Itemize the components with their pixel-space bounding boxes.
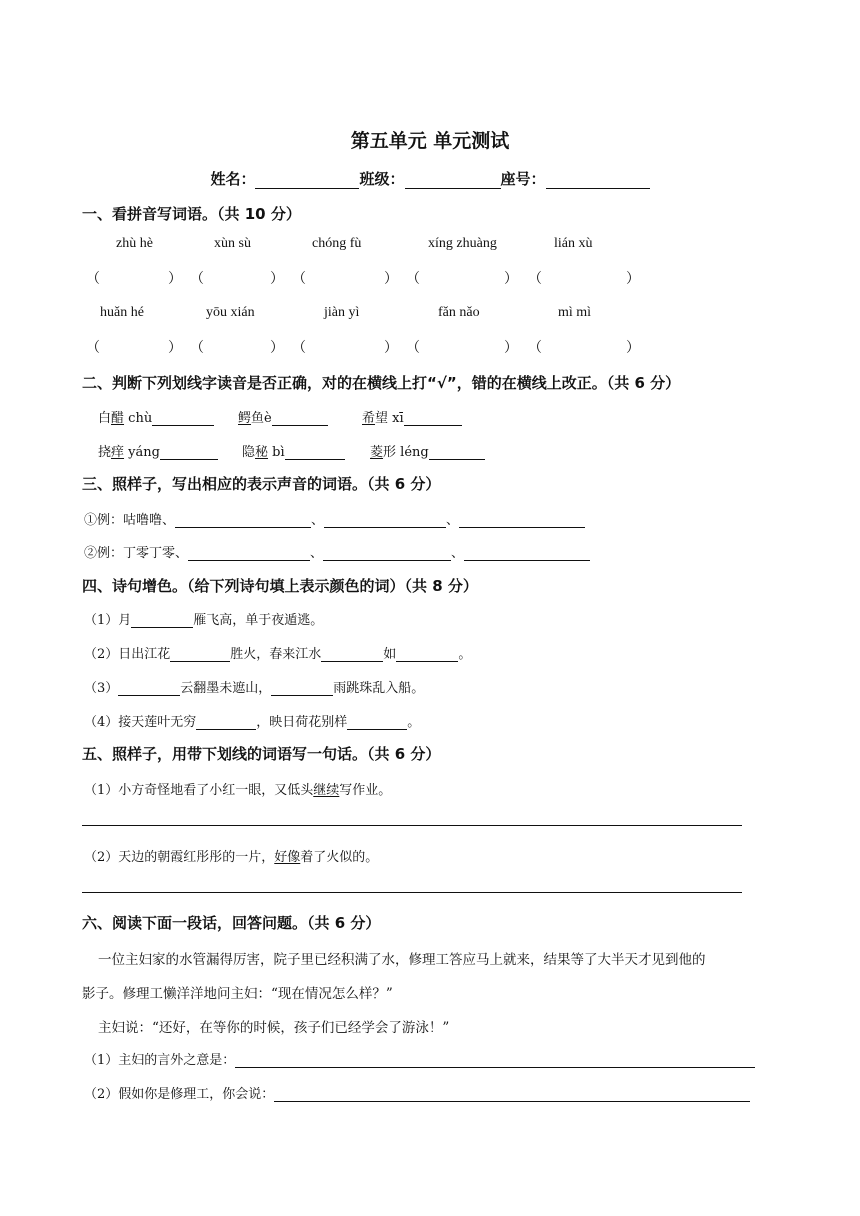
passage-text: 影子。修理工懒洋洋地问主妇：“现在情况怎么样？” xyxy=(82,986,393,1002)
student-info xyxy=(0,168,860,189)
answer-line[interactable] xyxy=(347,715,407,730)
answer-box-open: （ xyxy=(86,340,100,356)
section-1-heading: 一、看拼音写词语。（共 10 分） xyxy=(82,205,301,223)
pinyin: fǎn nǎo xyxy=(438,305,480,320)
answer-box-open: （ xyxy=(292,340,306,356)
name-field[interactable] xyxy=(255,173,359,189)
answer-box-close: ） xyxy=(168,271,182,287)
poem-line: （1）月 雁飞高，单于夜遁逃。 xyxy=(84,613,324,628)
section-2-heading: 二、判断下列划线字读音是否正确，对的在横线上打“√”，错的在横线上改正。（共 6 分） xyxy=(82,374,681,392)
answer-line[interactable] xyxy=(459,513,585,528)
answer-line[interactable] xyxy=(196,715,256,730)
answer-line[interactable] xyxy=(170,647,230,662)
seat-label: 座号： xyxy=(500,170,546,188)
answer-box-open: （ xyxy=(86,271,100,287)
pinyin: mì mì xyxy=(558,305,592,320)
answer-line[interactable] xyxy=(118,681,180,696)
answer-box-close: ） xyxy=(168,340,182,356)
pronunciation-item: 希望 xī xyxy=(362,407,462,426)
pronunciation-item: 白醋 chù xyxy=(98,407,214,426)
pronunciation-item: 鳄鱼è xyxy=(238,407,328,426)
pronunciation-item: 隐秘 bì xyxy=(242,441,345,460)
pinyin: xùn sù xyxy=(214,236,251,251)
answer-line[interactable] xyxy=(429,445,485,460)
page-title: 第五单元 单元测试 xyxy=(350,130,510,152)
name-label: 姓名： xyxy=(210,170,256,188)
answer-box-open: （ xyxy=(528,271,542,287)
section-5-heading: 五、照样子，用带下划线的词语写一句话。（共 6 分） xyxy=(82,745,441,763)
answer-line[interactable] xyxy=(323,546,451,561)
pinyin: lián xù xyxy=(554,236,593,251)
answer-box-close: ） xyxy=(270,271,284,287)
answer-line[interactable] xyxy=(235,1053,755,1068)
question-text: （1）小方奇怪地看了小红一眼，又低头继续写作业。 xyxy=(84,783,392,798)
answer-line[interactable] xyxy=(82,892,742,893)
answer-line[interactable] xyxy=(396,647,458,662)
class-label: 班级： xyxy=(359,170,405,188)
answer-line[interactable] xyxy=(464,546,590,561)
class-field[interactable] xyxy=(405,173,501,189)
passage-text: 一位主妇家的水管漏得厉害，院子里已经积满了水，修理工答应马上就来，结果等了大半天才见到他的 xyxy=(98,952,706,968)
answer-line[interactable] xyxy=(285,445,345,460)
pinyin: chóng fù xyxy=(312,236,362,251)
pinyin: xíng zhuàng xyxy=(428,236,497,251)
passage-text: 主妇说：“还好，在等你的时候，孩子们已经学会了游泳！” xyxy=(98,1020,450,1036)
answer-line[interactable] xyxy=(160,445,218,460)
answer-box-close: ） xyxy=(384,340,398,356)
section-3-heading: 三、照样子，写出相应的表示声音的词语。（共 6 分） xyxy=(82,475,441,493)
poem-line: （4）接天莲叶无穷 ，映日荷花别样 。 xyxy=(84,715,421,730)
answer-box-open: （ xyxy=(406,271,420,287)
answer-line[interactable] xyxy=(274,1087,750,1102)
section-6-heading: 六、阅读下面一段话，回答问题。（共 6 分） xyxy=(82,914,381,932)
answer-box-close: ） xyxy=(626,340,640,356)
answer-box-open: （ xyxy=(190,340,204,356)
seat-field[interactable] xyxy=(546,173,650,189)
answer-box-open: （ xyxy=(406,340,420,356)
pronunciation-item: 菱形 léng xyxy=(370,441,485,460)
answer-line[interactable] xyxy=(152,411,214,426)
answer-box-close: ） xyxy=(384,271,398,287)
poem-line: （3） 云翻墨未遮山， 雨跳珠乱入船。 xyxy=(84,681,425,696)
pinyin: zhù hè xyxy=(116,236,153,251)
pinyin: yōu xián xyxy=(206,305,255,320)
answer-box-open: （ xyxy=(292,271,306,287)
answer-line[interactable] xyxy=(321,647,383,662)
answer-box-open: （ xyxy=(190,271,204,287)
answer-line[interactable] xyxy=(404,411,462,426)
answer-box-close: ） xyxy=(270,340,284,356)
sound-word-row: ①例：咕噜噜、 、 、 xyxy=(84,509,585,528)
pronunciation-item: 挠痒 yáng xyxy=(98,441,218,460)
question-text: （2）假如你是修理工，你会说： xyxy=(84,1083,750,1102)
answer-box-open: （ xyxy=(528,340,542,356)
answer-box-close: ） xyxy=(504,340,518,356)
question-text: （2）天边的朝霞红彤彤的一片，好像着了火似的。 xyxy=(84,850,379,865)
answer-line[interactable] xyxy=(175,513,311,528)
answer-line[interactable] xyxy=(271,681,333,696)
answer-line[interactable] xyxy=(324,513,446,528)
answer-line[interactable] xyxy=(82,825,742,826)
poem-line: （2）日出江花 胜火，春来江水 如 。 xyxy=(84,647,472,662)
sound-word-row: ②例：丁零丁零、 、 、 xyxy=(84,542,590,561)
answer-box-close: ） xyxy=(626,271,640,287)
question-text: （1）主妇的言外之意是： xyxy=(84,1049,755,1068)
section-4-heading: 四、诗句增色。（给下列诗句填上表示颜色的词）（共 8 分） xyxy=(82,577,478,595)
answer-line[interactable] xyxy=(188,546,310,561)
answer-box-close: ） xyxy=(504,271,518,287)
answer-line[interactable] xyxy=(272,411,328,426)
pinyin: jiàn yì xyxy=(324,305,360,320)
pinyin: huǎn hé xyxy=(100,305,144,320)
answer-line[interactable] xyxy=(131,613,193,628)
